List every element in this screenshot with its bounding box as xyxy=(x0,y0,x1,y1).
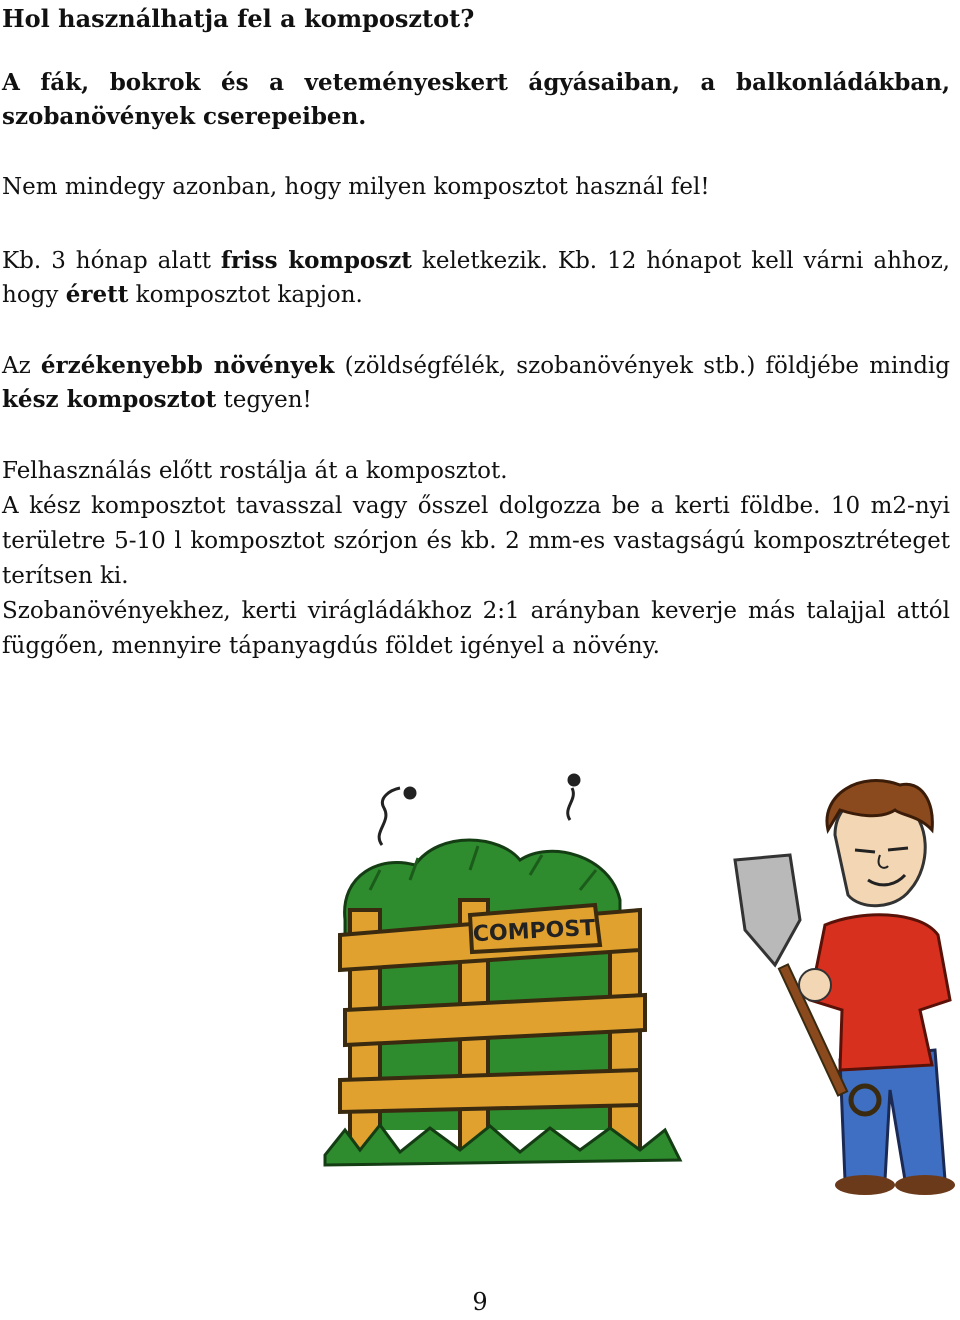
page-number: 9 xyxy=(472,1288,488,1316)
sensitive-plants-term: érzékenyebb növények xyxy=(40,352,335,379)
maturity-text-2: keletkezik. Kb. 12 hónapot kell várni ahhoz, hogy xyxy=(2,248,950,308)
instruction-houseplants: Szobanövényekhez, kerti virágládákhoz 2:1 arányban keverje más talajjal attól függően, mennyire tápanyagdús földet igényel a növény. xyxy=(2,598,950,659)
instruction-sieve: Felhasználás előtt rostálja át a komposztot. xyxy=(2,458,508,484)
paragraph-maturity xyxy=(2,244,950,312)
maturity-text-3: komposztot kapjon. xyxy=(128,282,363,308)
mature-term: érett xyxy=(65,281,129,308)
page-heading: Hol használhatja fel a komposztot? xyxy=(2,4,475,33)
sensitive-text-1: Az xyxy=(2,353,41,379)
compost-sign-text: COMPOST xyxy=(472,915,596,948)
compost-bin-gardener-illustration xyxy=(320,760,960,1200)
maturity-text-1: Kb. 3 hónap alatt xyxy=(2,248,221,274)
sensitive-text-3: tegyen! xyxy=(216,387,312,413)
paragraph-sensitive-plants xyxy=(2,349,950,417)
instruction-garden: A kész komposztot tavasszal vagy ősszel dolgozza be a kerti földbe. 10 m2-nyi területre 5-10 l komposztot szórjon és kb. 2 mm-es vastagságú komposztréteget terítsen ki. xyxy=(2,493,950,589)
ready-compost-term: kész komposztot xyxy=(2,386,217,413)
paragraph-not-all-compost: Nem mindegy azonban, hogy milyen komposztot használ fel! xyxy=(2,174,710,200)
paragraph-where-to-use: A fák, bokrok és a veteményeskert ágyásaiban, a balkonládákban, szobanövények cserepeiben. xyxy=(2,69,950,130)
compost-sign xyxy=(470,905,600,952)
fresh-compost-term: friss komposzt xyxy=(220,247,412,274)
gardener-figure xyxy=(735,781,955,1195)
smell-lines-icon xyxy=(379,775,579,845)
sensitive-text-2: (zöldségfélék, szobanövények stb.) földjébe mindig xyxy=(334,353,950,379)
paragraph-usage-instructions xyxy=(2,454,950,664)
